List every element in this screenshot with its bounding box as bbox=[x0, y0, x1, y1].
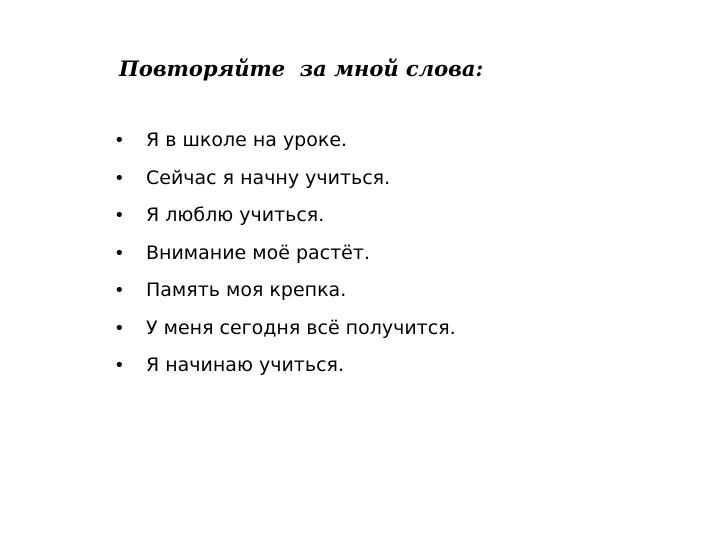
list-item bbox=[114, 242, 456, 280]
list-item bbox=[114, 279, 456, 317]
slide-title: Повторяйте за мной слова: bbox=[119, 56, 484, 81]
phrase-list bbox=[114, 129, 456, 392]
list-item-text: Я начинаю учиться. bbox=[146, 354, 344, 376]
bullet-icon: • bbox=[114, 205, 125, 226]
list-item-text: Память моя крепка. bbox=[146, 279, 347, 301]
bullet-icon: • bbox=[114, 130, 125, 151]
list-item-text: Я в школе на уроке. bbox=[146, 129, 348, 151]
bullet-icon: • bbox=[114, 317, 125, 339]
list-item-text: У меня сегодня всё получится. bbox=[146, 316, 456, 339]
list-item bbox=[114, 354, 456, 392]
list-item-text: Сейчас я начну учиться. bbox=[146, 166, 391, 189]
list-item-text: Внимание моё растёт. bbox=[146, 241, 370, 264]
bullet-icon: • bbox=[114, 242, 125, 264]
list-item bbox=[114, 167, 456, 205]
list-item bbox=[114, 204, 456, 242]
list-item bbox=[114, 129, 456, 167]
bullet-icon: • bbox=[114, 167, 125, 189]
bullet-icon: • bbox=[114, 280, 125, 301]
bullet-icon: • bbox=[114, 355, 125, 376]
list-item-text: Я люблю учиться. bbox=[146, 204, 325, 226]
list-item bbox=[114, 317, 456, 355]
